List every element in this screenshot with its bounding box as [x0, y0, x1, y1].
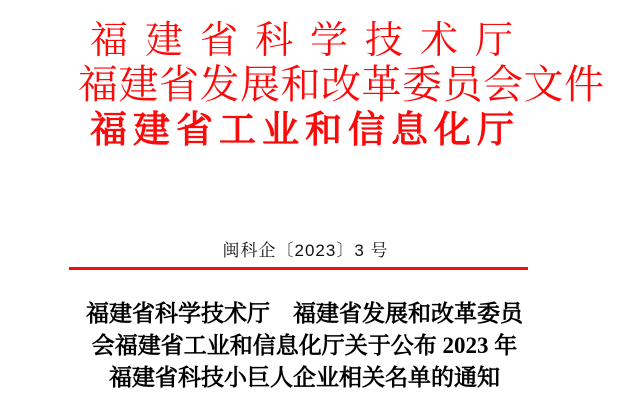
document-title: [0, 298, 609, 394]
document-number: 闽科企〔2023〕3 号: [222, 241, 389, 260]
document-title-line-3: 福建省科技小巨人企业相关名单的通知: [109, 365, 500, 390]
document-title-line-2: 会福建省工业和信息化厅关于公布 2023 年: [91, 333, 518, 358]
agency-name-industry-information-dept: 福建省工业和信息化厅: [90, 110, 520, 151]
red-divider-line: [69, 267, 528, 270]
document-title-line-1: 福建省科学技术厅 福建省发展和改革委员: [86, 301, 523, 326]
agency-name-development-reform-commission: 福建省发展和改革委员会文件: [78, 63, 605, 107]
agency-name-science-technology-dept: 福建省科学技术厅: [90, 20, 531, 62]
